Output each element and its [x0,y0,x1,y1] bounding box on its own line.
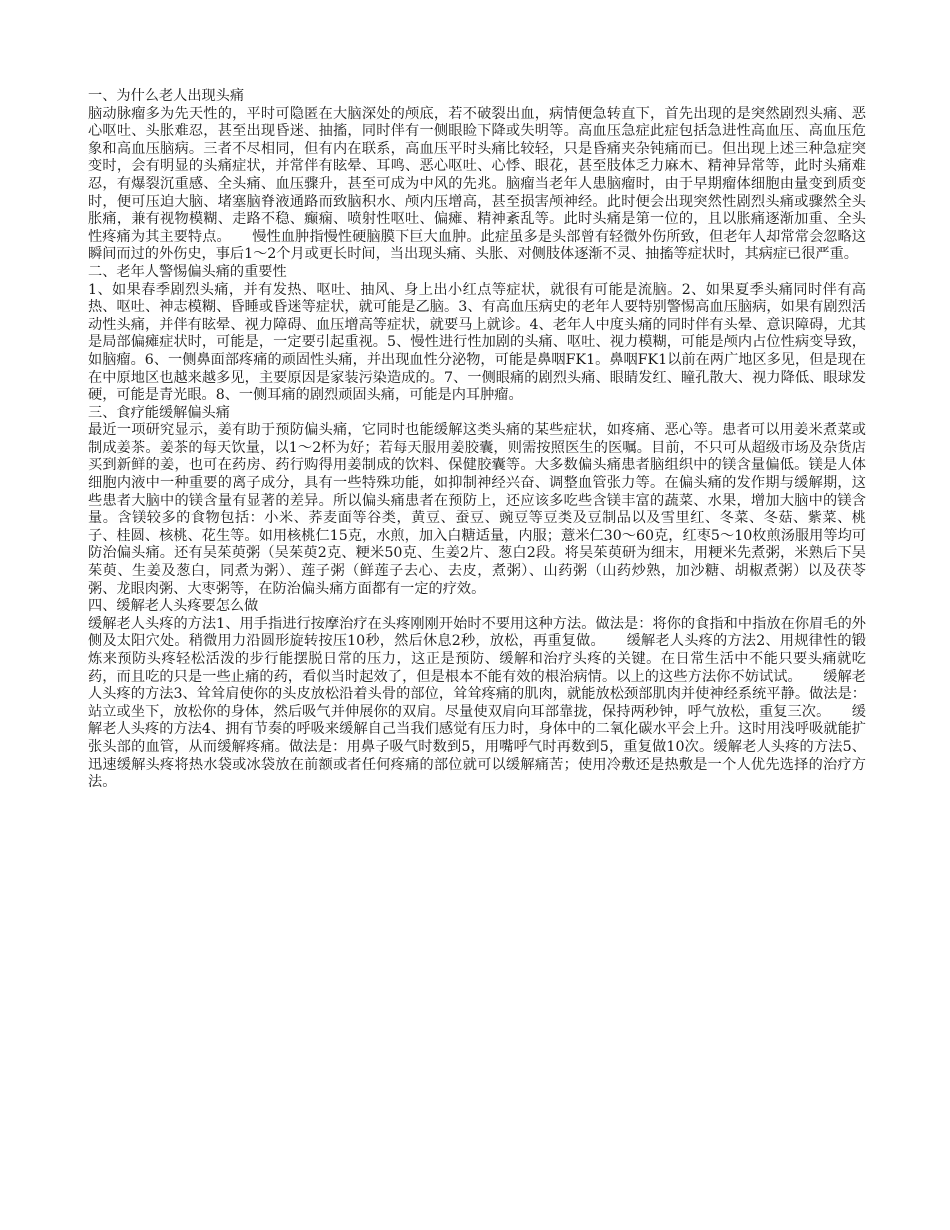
section-body: 缓解老人头疼的方法1、用手指进行按摩治疗在头疼刚刚开始时不要用这种方法。做法是：将你的食指和中指放在你眉毛的外侧及太阳穴处。稍微用力沿圆形旋转按压10秒，然后休息2秒，放松，再重复做。 缓解老人头疼的方法2、用规律性的锻炼来预防头疼轻松活泼的步行能摆脱日常的压力，这正是预防、缓解和治疗头疼的关键。在日常生活中不能只要头痛就吃药，而且吃的只是一些止痛的药，看似当时起效了，但是根本不能有效的根治病情。以上的这些方法你不妨试试。 缓解老人头疼的方法3、耸耸肩使你的头皮放松沿着头骨的部位，耸耸疼痛的肌肉，就能放松颈部肌肉并使神经系统平静。做法是：站立或坐下，放松你的身体，然后吸气并伸展你的双肩。尽量使双肩向耳部靠拢，保持两秒钟，呼气放松，重复三次。 缓解老人头疼的方法4、拥有节奏的呼吸来缓解自己当我们感觉有压力时，身体中的二氧化碳水平会上升。这时用浅呼吸就能扩张头部的血管，从而缓解疼痛。做法是：用鼻子吸气时数到5，用嘴呼气时再数到5，重复做10次。缓解老人头疼的方法5、迅速缓解头疼将热水袋或冰袋放在前额或者任何疼痛的部位就可以缓解痛苦；使用冷敷还是热敷是一个人优先选择的治疗方法。 [88,615,866,791]
document-page [88,88,866,792]
section-3 [88,405,866,599]
section-body: 最近一项研究显示，姜有助于预防偏头痛，它同时也能缓解这类头痛的某些症状，如疼痛、恶心等。患者可以用姜米煮菜或制成姜茶。姜茶的每天饮量，以1～2杯为好；若每天服用姜胶囊，则需按照医生的医嘱。目前，不只可从超级市场及杂货店买到新鲜的姜，也可在药房、药行购得用姜制成的饮料、保健胶囊等。大多数偏头痛患者脑组织中的镁含量偏低。镁是人体细胞内液中一种重要的离子成分，具有一些特殊功能，如抑制神经兴奋、调整血管张力等。在偏头痛的发作期与缓解期，这些患者大脑中的镁含量有显著的差异。所以偏头痛患者在预防上，还应该多吃些含镁丰富的蔬菜、水果，增加大脑中的镁含量。含镁较多的食物包括：小米、荞麦面等谷类，黄豆、蚕豆、豌豆等豆类及豆制品以及雪里红、冬菜、冬菇、紫菜、桃子、桂圆、核桃、花生等。如用核桃仁15克，水煎，加入白糖适量，内服；薏米仁30～60克，红枣5～10枚煎汤服用等均可防治偏头痛。还有吴茱萸粥（吴茱萸2克、粳米50克、生姜2片、葱白2段。将吴茱萸研为细末，用粳米先煮粥，米熟后下吴茱萸、生姜及葱白，同煮为粥）、莲子粥（鲜莲子去心、去皮，煮粥）、山药粥（山药炒熟，加沙糖、胡椒煮粥）以及茯苓粥、龙眼肉粥、大枣粥等，在防治偏头痛方面都有一定的疗效。 [88,422,866,597]
section-body: 1、如果春季剧烈头痛，并有发热、呕吐、抽风、身上出小红点等症状，就很有可能是流脑。2、如果夏季头痛同时伴有高热、呕吐、神志模糊、昏睡或昏迷等症状，就可能是乙脑。3、有高血压病史的老年人要特别警惕高血压脑病，如果有剧烈活动性头痛，并伴有眩晕、视力障碍、血压增高等症状，就要马上就诊。4、老年人中度头痛的同时伴有头晕、意识障碍，尤其是局部偏瘫症状时，可能是，一定要引起重视。5、慢性进行性加剧的头痛、呕吐、视力模糊，可能是颅内占位性病变导致，如脑瘤。6、一侧鼻面部疼痛的顽固性头痛，并出现血性分泌物，可能是鼻咽FK1。鼻咽FK1以前在两广地区多见，但是现在在中原地区也越来越多见，主要原因是家装污染造成的。7、一侧眼痛的剧烈头痛、眼睛发红、瞳孔散大、视力降低、眼球发硬，可能是青光眼。8、一侧耳痛的剧烈顽固头痛，可能是内耳肿瘤。 [88,281,866,404]
section-body: 脑动脉瘤多为先天性的，平时可隐匿在大脑深处的颅底，若不破裂出血，病情便急转直下，首先出现的是突然剧烈头痛、恶心呕吐、头胀难忍，甚至出现昏迷、抽搐，同时伴有一侧眼睑下降或失明等。高血压急症此症包括急进性高血压、高血压危象和高血压脑病。三者不尽相同，但有内在联系，高血压平时头痛比较轻，只是昏痛夹杂钝痛而已。但出现上述三种急症突变时，会有明显的头痛症状，并常伴有眩晕、耳鸣、恶心呕吐、心悸、眼花，甚至肢体乏力麻木、精神异常等，此时头痛难忍，有爆裂沉重感、全头痛、血压骤升，甚至可成为中风的先兆。脑瘤当老年人患脑瘤时，由于早期瘤体细胞由量变到质变时，便可压迫大脑、堵塞脑脊液通路而致脑积水、颅内压增高，甚至损害颅神经。此时便会出现突然性剧烈头痛或骤然全头胀痛，兼有视物模糊、走路不稳、癫痫、喷射性呕吐、偏瘫、精神紊乱等。此时头痛是第一位的，且以胀痛逐渐加重、全头性疼痛为其主要特点。 慢性血肿指慢性硬脑膜下巨大血肿。此症虽多是头部曾有轻微外伤所致，但老年人却常常会忽略这瞬间而过的外伤史，事后1～2个月或更长时间，当出现头痛、头胀、对侧肢体逐渐不灵、抽搐等症状时，其病症已很严重。 [88,105,866,263]
section-4 [88,598,866,792]
section-heading: 一、为什么老人出现头痛 [88,88,245,104]
section-1 [88,88,866,264]
section-2 [88,264,866,405]
section-heading: 二、老年人警惕偏头痛的重要性 [88,263,287,280]
section-heading: 四、缓解老人头疼要怎么做 [88,598,259,615]
section-heading: 三、食疗能缓解偏头痛 [88,404,230,421]
